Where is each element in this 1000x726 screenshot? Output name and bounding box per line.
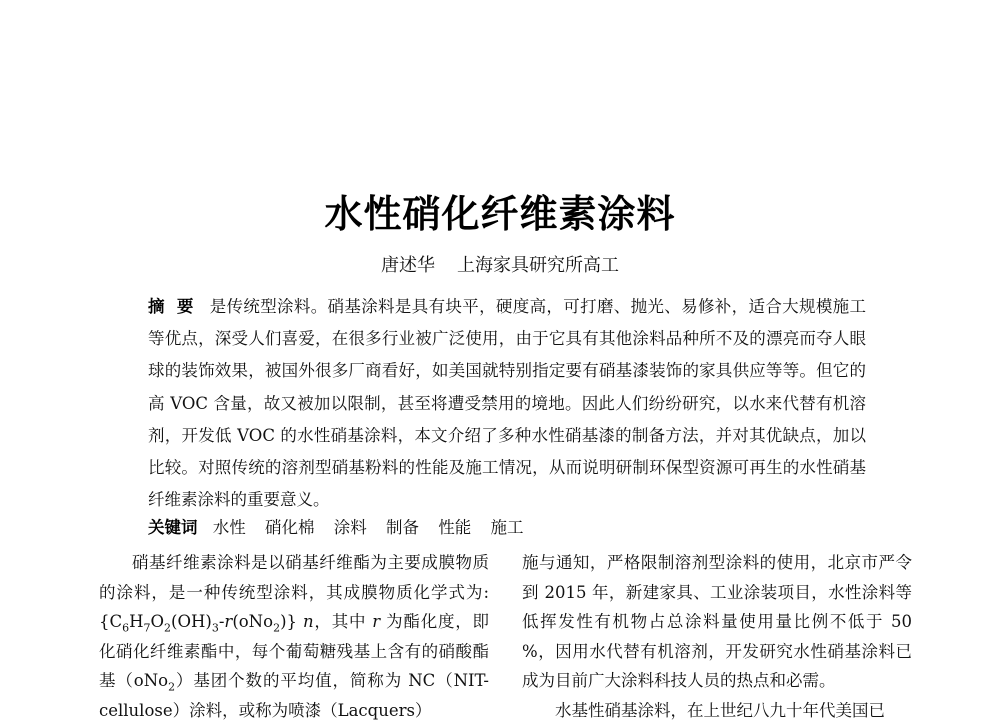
body-text: ）基团个数的平均值，简称为 NC（NIT-cellulose）涂料，或称为喷漆（Lacquers） [99, 671, 489, 720]
keyword: 施工 [490, 518, 524, 537]
author-name: 唐述华 [381, 255, 435, 276]
keyword: 涂料 [333, 518, 367, 537]
abstract [148, 291, 866, 516]
chemical-formula: $\{C_6H_7O_2(OH)_3-r(oNo_2)\}$ n [99, 612, 314, 635]
body-column-right [522, 548, 912, 726]
keyword: 水性 [212, 518, 246, 537]
body-text: 硝基纤维素涂料是以硝基纤维酯为主要成膜物质的涂料，是一种传统型涂料，其成膜物质化学式为: [99, 553, 489, 602]
abstract-text: 是传统型涂料。硝基涂料是具有块平，硬度高，可打磨、抛光、易修补，适合大规模施工等优点，深受人们喜爱，在很多行业被广泛使用，由于它具有其他涂料品种所不及的漂亮而夺人眼球的装饰效果，被国外很多厂商看好，如美国就特别指定要有硝基漆装饰的家具供应等等。但它的高 VOC 含量，故又被加以限制，甚至将遭受禁用的境地。因此人们纷纷研究，以水来代替有机溶剂，开发低 VOC 的水性硝基涂料，本文介绍了多种水性硝基漆的制备方法，并对其优缺点，加以比较。对照传统的溶剂型硝基粉料的性能及施工情况，从而说明研制环保型资源可再生的水性硝基纤维素涂料的重要意义。 [148, 297, 867, 510]
body-paragraph: 硝基纤维素涂料是以硝基纤维酯为主要成膜物质的涂料，是一种传统型涂料，其成膜物质化学式为$:\{C_6H_7O_2(OH)_3-r(oNo_2)\}$ n，其中 r 为酯化度，即化硝化纤维素酯中，每个葡萄糖残基上含有的硝酸酯基（oNo$_2$）基团个数的平均值，简称为 NC（NIT-cellulose）涂料，或称为喷漆（Lacquers） [99, 553, 489, 720]
keywords [148, 513, 868, 543]
byline [0, 251, 1000, 277]
body-paragraph: 水基性硝基涂料，在上世纪八九十年代美国已 [555, 700, 885, 720]
body-paragraph: 施与通知，严格限制溶剂型涂料的使用，北京市严令到 2015 年，新建家具、工业涂装项目，水性涂料等低挥发性有机物占总涂料量使用量比例不低于 50 %，因用水代替有机溶剂，开发研究水性硝基涂料已成为目前广大涂料科技人员的热点和必需。 [522, 553, 912, 691]
author-affiliation: 上海家具研究所高工 [457, 255, 619, 276]
keywords-label: 关键词 [148, 518, 198, 537]
variable: r [372, 612, 381, 632]
keyword: 硝化棉 [265, 518, 315, 537]
abstract-label: 摘要 [148, 297, 206, 316]
body-text: 为酯化度，即化硝化纤维素酯中，每个葡萄糖残基上含有的硝酸酯基（oNo [99, 612, 489, 691]
body-text: ，其中 [313, 612, 367, 632]
keyword: 性能 [438, 518, 472, 537]
keyword: 制备 [386, 518, 419, 537]
body-column-left [99, 548, 489, 726]
paper-title: 水性硝化纤维素涂料 [324, 192, 676, 236]
